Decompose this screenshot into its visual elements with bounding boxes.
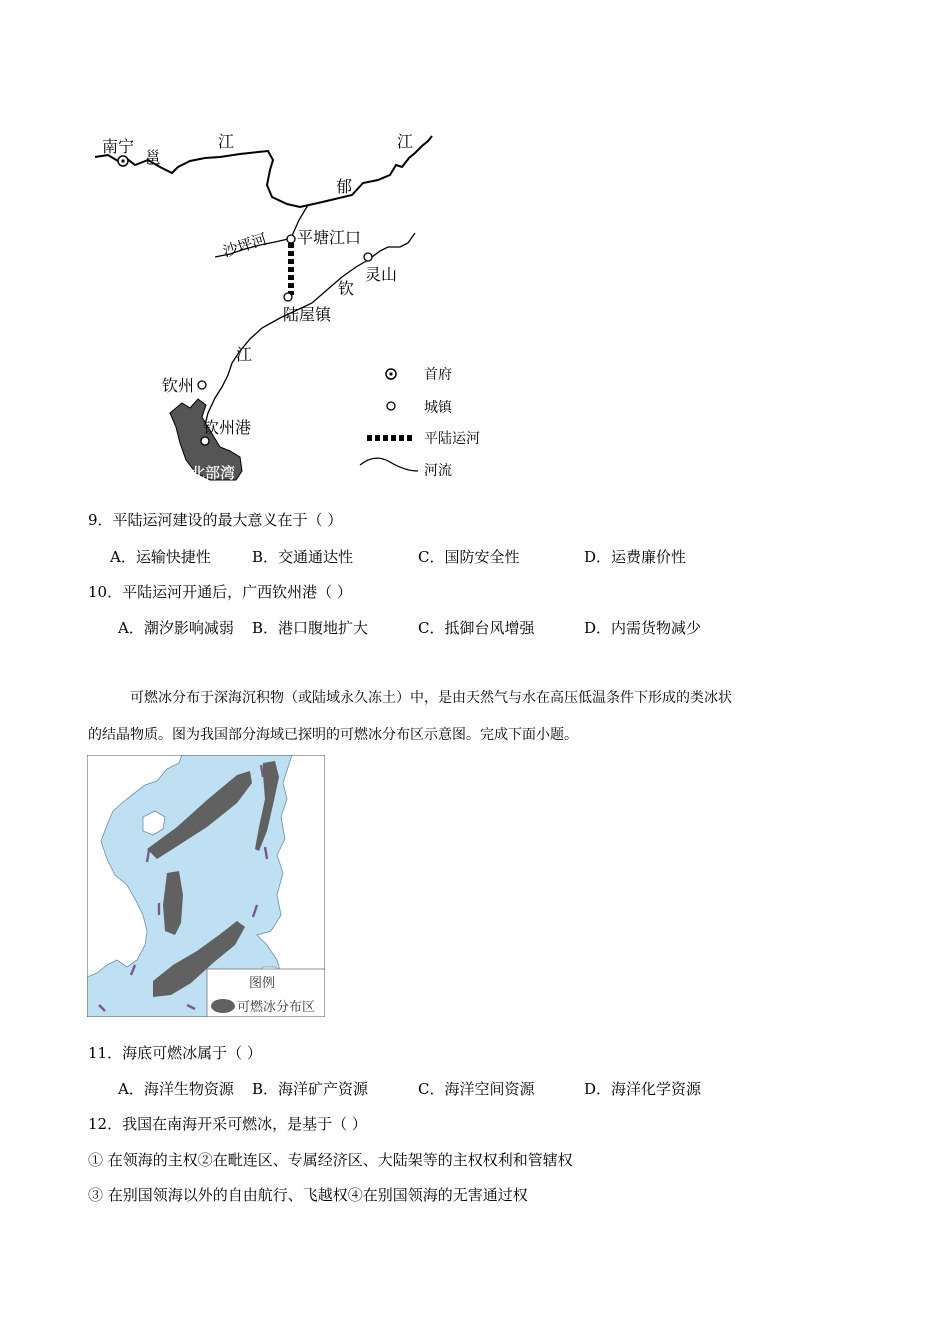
qin-river bbox=[205, 233, 415, 425]
map2-legend-title: 图例 bbox=[249, 976, 276, 991]
qinzhougang-marker bbox=[201, 437, 209, 445]
map1-legend bbox=[360, 367, 480, 479]
q10-option-b[interactable]: B．港口腹地扩大 bbox=[252, 619, 369, 637]
q9-option-a[interactable]: A．运输快捷性 bbox=[110, 548, 211, 566]
q11-stem: 11．海底可燃冰属于（ ） bbox=[88, 1044, 262, 1062]
label-beibuwan: 北部湾 bbox=[190, 464, 236, 482]
legend-canal-label: 平陆运河 bbox=[424, 431, 480, 447]
q10-option-c[interactable]: C．抵御台风增强 bbox=[418, 619, 535, 637]
label-nanning: 南宁 bbox=[102, 137, 135, 156]
label-pingtang: 平塘江口 bbox=[297, 228, 362, 247]
label-jiang-top: 江 bbox=[218, 132, 235, 151]
label-qinzhougang: 钦州港 bbox=[203, 418, 252, 437]
passage-line-2: 的结晶物质。图为我国部分海域已探明的可燃冰分布区示意图。完成下面小题。 bbox=[88, 727, 578, 743]
legend-river-icon bbox=[360, 458, 418, 471]
pingtang-marker bbox=[287, 235, 295, 243]
passage-line-1: 可燃冰分布于深海沉积物（或陆域永久冻土）中，是由天然气与水在高压低温条件下形成的类冰状 bbox=[130, 690, 732, 706]
legend-river-label: 河流 bbox=[424, 463, 452, 479]
q10-option-a[interactable]: A．潮汐影响减弱 bbox=[118, 619, 234, 637]
label-yong: 邕 bbox=[145, 148, 162, 167]
label-lingshan: 灵山 bbox=[365, 265, 398, 284]
q9-option-c[interactable]: C．国防安全性 bbox=[418, 548, 520, 566]
q11-option-a[interactable]: A．海洋生物资源 bbox=[118, 1080, 234, 1098]
q12-statement-line-1: ① 在领海的主权②在毗连区、专属经济区、大陆架等的主权权利和管辖权 bbox=[88, 1151, 573, 1169]
label-luwuzhen: 陆屋镇 bbox=[283, 305, 332, 324]
label-jiang-lower: 江 bbox=[236, 345, 253, 364]
q11-option-b[interactable]: B．海洋矿产资源 bbox=[252, 1080, 369, 1098]
legend-town-label: 城镇 bbox=[424, 400, 452, 416]
q9-option-b[interactable]: B．交通通达性 bbox=[252, 548, 354, 566]
luwuzhen-marker bbox=[284, 293, 292, 301]
label-qin: 钦 bbox=[338, 279, 355, 298]
map2-legend-item: 可燃冰分布区 bbox=[237, 1000, 316, 1015]
label-shapinghe: 沙坪河 bbox=[220, 229, 270, 261]
q9-stem: 9．平陆运河建设的最大意义在于（ ） bbox=[88, 511, 343, 529]
q11-option-c[interactable]: C．海洋空间资源 bbox=[418, 1080, 535, 1098]
legend-capital-label: 首府 bbox=[424, 367, 452, 383]
legend-town-icon bbox=[387, 402, 395, 410]
pinglu-canal-map bbox=[90, 125, 510, 490]
lingshan-marker bbox=[364, 253, 372, 261]
q10-option-d[interactable]: D．内需货物减少 bbox=[584, 619, 702, 637]
q11-option-d[interactable]: D．海洋化学资源 bbox=[584, 1080, 702, 1098]
nanning-marker bbox=[118, 156, 128, 166]
yong-yu-river bbox=[95, 136, 432, 207]
legend-hydrate-icon bbox=[211, 999, 235, 1013]
q9-option-d[interactable]: D．运费廉价性 bbox=[584, 548, 687, 566]
map2-legend bbox=[207, 969, 325, 1017]
label-qinzhou: 钦州 bbox=[162, 376, 195, 395]
q12-stem: 12．我国在南海开采可燃冰，是基于（ ） bbox=[88, 1115, 367, 1133]
q12-statement-line-2: ③ 在别国领海以外的自由航行、飞越权④在别国领海的无害通过权 bbox=[88, 1186, 528, 1204]
gas-hydrate-map bbox=[87, 755, 325, 1017]
label-jiang-right: 江 bbox=[397, 132, 414, 151]
qinzhou-marker bbox=[198, 381, 206, 389]
label-yu: 郁 bbox=[336, 177, 353, 196]
q10-stem: 10．平陆运河开通后，广西钦州港（ ） bbox=[88, 583, 352, 601]
